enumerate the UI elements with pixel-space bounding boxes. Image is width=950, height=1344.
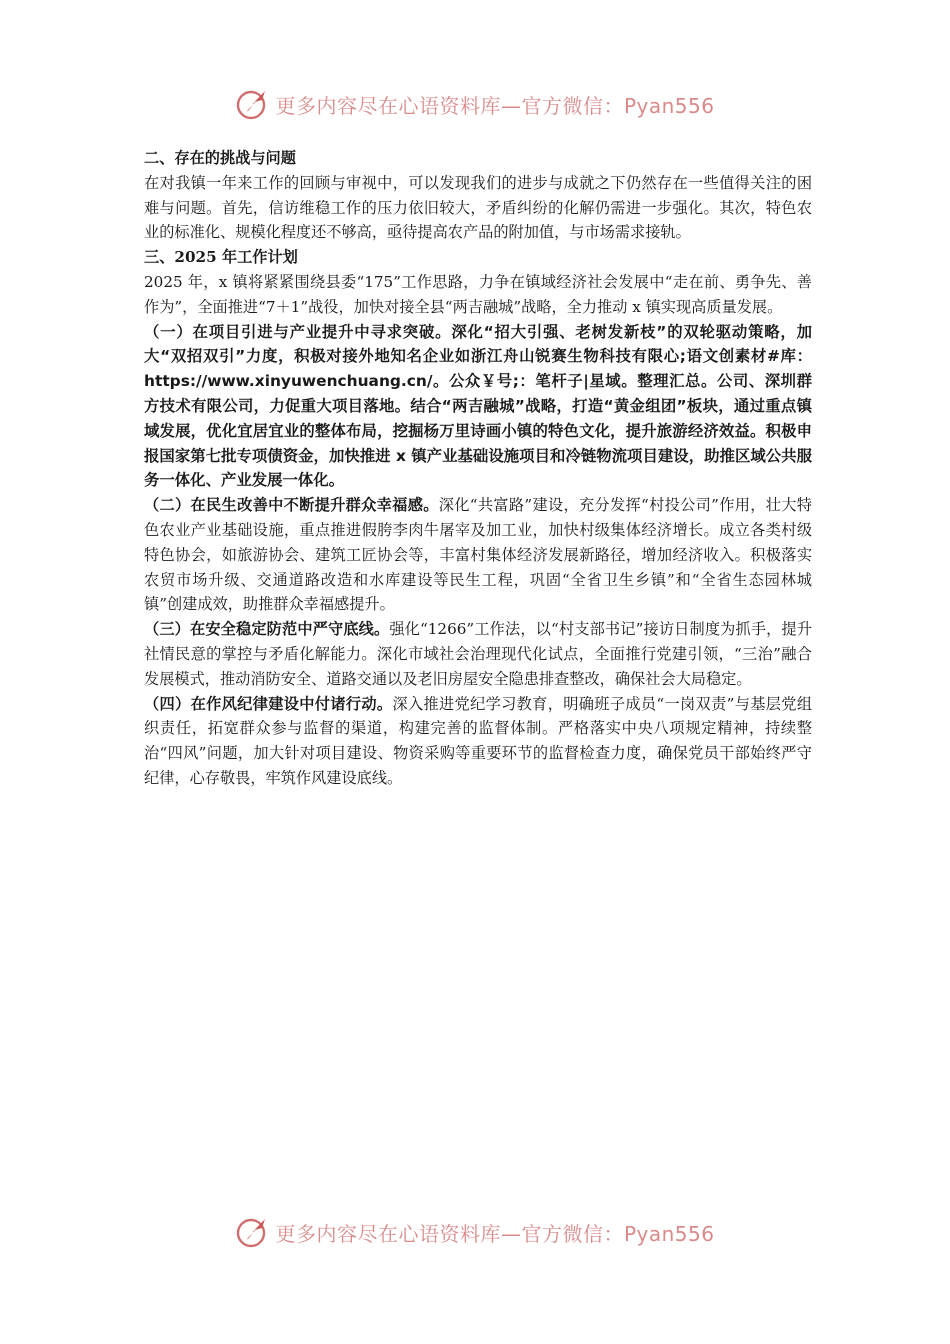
plan-item-title: （一）在项目引进与产业提升中寻求突破。 [144, 322, 452, 341]
plan-item-body: 强化“1266”工作法，以“村支部书记”接访日制度为抓手，提升社情民意的掌控与矛盾化解能力。深化市域社会治理现代化试点，全面推行党建引领，“三治”融合发展模式，推动消防安全、道路交通以及老旧房屋安全隐患排查整改，确保社会大局稳定。 [144, 620, 813, 688]
document-body [144, 146, 812, 791]
plan-item [144, 617, 812, 691]
watermark-text: 更多内容尽在心语资料库—官方微信：Pyan556 [275, 93, 715, 118]
section-heading: 三、2025 年工作计划 [144, 248, 298, 267]
paragraph: 2025 年，x 镇将紧紧围绕县委“175”工作思路，力争在镇域经济社会发展中“走在前、勇争先、善作为”，全面推进“7＋1”战役，加快对接全县“两吉融城”战略，全力推动 x 镇实现高质量发展。 [144, 272, 812, 316]
plan-item-body: 深化“共富路”建设，充分发挥“村投公司”作用，壮大特色农业产业基础设施，重点推进假胯李肉牛屠宰及加工业，加快村级集体经济增长。成立各类村级特色协会，如旅游协会、建筑工匠协会等，丰富村集体经济发展新路径，增加经济收入。积极落实农贸市场升级、交通道路改造和水库建设等民生工程，巩固“全省卫生乡镇”和“全省生态园林城镇”创建成效，助推群众幸福感提升。 [144, 496, 812, 614]
plan-item [144, 320, 812, 494]
quill-logo-icon [235, 86, 271, 122]
watermark-header [0, 84, 950, 124]
paragraph: 在对我镇一年来工作的回顾与审视中，可以发现我们的进步与成就之下仍然存在一些值得关注的困难与问题。首先，信访维稳工作的压力依旧较大，矛盾纠纷的化解仍需进一步强化。其次，特色农业的标准化、规模化程度还不够高，亟待提高农产品的附加值，与市场需求接轨。 [144, 173, 812, 242]
plan-item-body: 深化“招大引强、老树发新枝”的双轮驱动策略，加大“双招双引”力度，积极对接外地知名企业如浙江舟山锐赛生物科技有限心;语文创素材#库：https://www.xinyuwenchuang.cn/。公众￥号;：笔杆子|星域。整理汇总。公司、深圳群方技术有限公司，力促重大项目落地。结合“两吉融城”战略，打造“黄金组团”板块，通过重点镇域发展，优化宜居宜业的整体布局，挖掘杨万里诗画小镇的特色文化，提升旅游经济效益。积极申报国家第七批专项债资金，加快推进 x 镇产业基础设施项目和冷链物流项目建设，助推区域公共服务一体化、产业发展一体化。 [144, 322, 812, 490]
section-heading: 二、存在的挑战与问题 [144, 149, 296, 167]
watermark-footer [0, 1212, 950, 1252]
plan-item-title: （二）在民生改善中不断提升群众幸福感。 [144, 496, 439, 515]
plan-item-title: （三）在安全稳定防范中严守底线。 [144, 620, 390, 639]
watermark-text: 更多内容尽在心语资料库—官方微信：Pyan556 [275, 1221, 715, 1246]
plan-item-title: （四）在作风纪律建设中付诸行动。 [144, 694, 393, 713]
plan-item [144, 692, 812, 791]
quill-logo-icon [235, 1214, 271, 1250]
plan-item-body: 深入推进党纪学习教育，明确班子成员“一岗双责”与基层党组织责任，拓宽群众参与监督的渠道，构建完善的监督体制。严格落实中央八项规定精神，持续整治“四风”问题，加大针对项目建设、物资采购等重要环节的监督检查力度，确保党员干部始终严守纪律，心存敬畏，牢筑作风建设底线。 [144, 694, 813, 787]
plan-item [144, 493, 812, 617]
